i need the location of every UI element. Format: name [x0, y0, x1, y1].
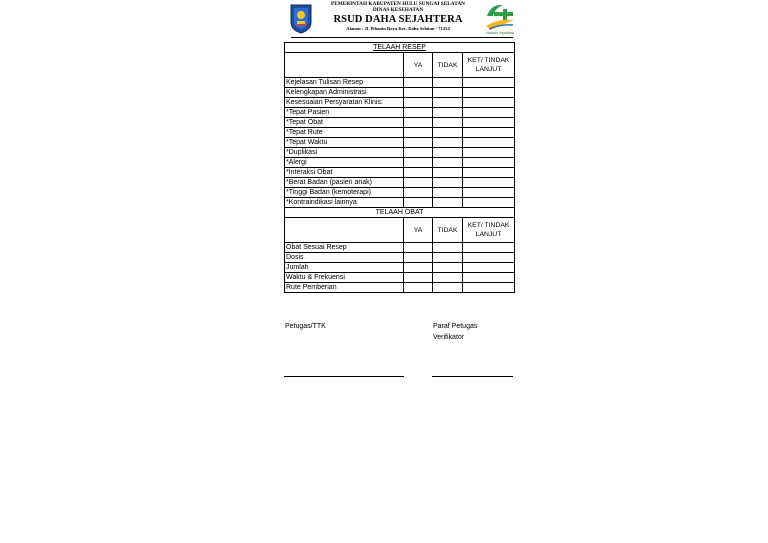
resep-row [285, 108, 515, 118]
item-label: Kelengkapan Administrasi [285, 88, 404, 98]
header-ket: KET/ TINDAK LANJUT [463, 218, 515, 243]
checkbox-ya-cell[interactable] [404, 158, 433, 168]
item-label: *Tepat Obat [285, 118, 404, 128]
resep-row [285, 128, 515, 138]
checkbox-tidak-cell[interactable] [433, 98, 463, 108]
resep-row [285, 188, 515, 198]
checkbox-tidak-cell[interactable] [433, 273, 463, 283]
resep-row [285, 178, 515, 188]
checkbox-ya-cell[interactable] [404, 78, 433, 88]
obat-row [285, 273, 515, 283]
checkbox-ya-cell[interactable] [404, 88, 433, 98]
checkbox-tidak-cell[interactable] [433, 158, 463, 168]
ket-cell[interactable] [463, 253, 515, 263]
ket-cell[interactable] [463, 168, 515, 178]
checkbox-tidak-cell[interactable] [433, 78, 463, 88]
verifier-signature-line [432, 376, 513, 377]
item-label: Kejelasan Tulisan Resep [285, 78, 404, 88]
verifier-label [433, 321, 477, 343]
resep-row [285, 78, 515, 88]
item-label: Dosis [285, 253, 404, 263]
ket-cell[interactable] [463, 188, 515, 198]
letterhead-divider [291, 37, 513, 38]
checkbox-ya-cell[interactable] [404, 98, 433, 108]
department-name: DINAS KESEHATAN [372, 7, 424, 13]
ket-cell[interactable] [463, 263, 515, 273]
ket-cell[interactable] [463, 138, 515, 148]
checkbox-tidak-cell[interactable] [433, 198, 463, 208]
logo-caption: Husada Sejahtera [485, 31, 515, 35]
checkbox-tidak-cell[interactable] [433, 138, 463, 148]
item-label: Kesesuaian Persyaratan Klinis: [285, 98, 404, 108]
checkbox-tidak-cell[interactable] [433, 148, 463, 158]
checkbox-tidak-cell[interactable] [433, 253, 463, 263]
hospital-address: Alamat : Jl. Pihanin Raya Kec. Daha Selatan - 71254 [346, 26, 450, 31]
review-form-table [284, 42, 515, 293]
ket-cell[interactable] [463, 148, 515, 158]
telaah-resep-title: TELAAH RESEP [373, 44, 426, 51]
checkbox-ya-cell[interactable] [404, 178, 433, 188]
checkbox-ya-cell[interactable] [404, 198, 433, 208]
checkbox-ya-cell[interactable] [404, 168, 433, 178]
obat-row [285, 263, 515, 273]
checkbox-ya-cell[interactable] [404, 273, 433, 283]
header-ya: YA [404, 53, 433, 78]
checkbox-tidak-cell[interactable] [433, 283, 463, 293]
item-label: Waktu & Frekuensi [285, 273, 404, 283]
ket-cell[interactable] [463, 273, 515, 283]
ket-cell[interactable] [463, 178, 515, 188]
regency-crest-icon [289, 2, 313, 34]
resep-row [285, 88, 515, 98]
checkbox-tidak-cell[interactable] [433, 263, 463, 273]
checkbox-tidak-cell[interactable] [433, 243, 463, 253]
verifier-label-line2: Verifikator [433, 334, 465, 341]
ket-cell[interactable] [463, 128, 515, 138]
checkbox-tidak-cell[interactable] [433, 128, 463, 138]
item-label: *Berat Badan (pasien anak) [285, 178, 404, 188]
obat-header-row [285, 218, 515, 243]
hospital-name: RSUD DAHA SEJAHTERA [333, 14, 463, 25]
officer-signature-line [284, 376, 404, 377]
telaah-obat-title: TELAAH OBAT [285, 208, 515, 218]
ket-cell[interactable] [463, 108, 515, 118]
checkbox-ya-cell[interactable] [404, 283, 433, 293]
obat-title-row [285, 208, 515, 218]
resep-row [285, 98, 515, 108]
checkbox-tidak-cell[interactable] [433, 178, 463, 188]
checkbox-ya-cell[interactable] [404, 188, 433, 198]
checkbox-tidak-cell[interactable] [433, 88, 463, 98]
government-name: PEMERINTAH KABUPATEN HULU SUNGAI SELATAN [330, 1, 465, 7]
ket-cell[interactable] [463, 198, 515, 208]
resep-row [285, 138, 515, 148]
ket-cell[interactable] [463, 158, 515, 168]
header-tidak: TIDAK [433, 218, 463, 243]
header-ket: KET/ TINDAK LANJUT [463, 53, 515, 78]
ket-cell[interactable] [463, 243, 515, 253]
checkbox-ya-cell[interactable] [404, 128, 433, 138]
ket-cell[interactable] [463, 88, 515, 98]
checkbox-tidak-cell[interactable] [433, 118, 463, 128]
item-label: *Kontraindikasi lainnya [285, 198, 404, 208]
checkbox-ya-cell[interactable] [404, 108, 433, 118]
item-label: *Interaksi Obat [285, 168, 404, 178]
header-ya: YA [404, 218, 433, 243]
resep-row [285, 158, 515, 168]
header-tidak: TIDAK [433, 53, 463, 78]
header-blank-cell [285, 53, 404, 78]
checkbox-tidak-cell[interactable] [433, 108, 463, 118]
item-label: *Tinggi Badan (kemoterapi) [285, 188, 404, 198]
item-label: *Tepat Pasien [285, 108, 404, 118]
letterhead [284, 0, 516, 40]
item-label: *Alergi [285, 158, 404, 168]
item-label: Jumlah [285, 263, 404, 273]
checkbox-tidak-cell[interactable] [433, 168, 463, 178]
ket-cell[interactable] [463, 283, 515, 293]
item-label: *Duplikasi [285, 148, 404, 158]
header-blank-cell [285, 218, 404, 243]
resep-title-row [285, 43, 515, 53]
item-label: Obat Sesuai Resep [285, 243, 404, 253]
ket-cell[interactable] [463, 118, 515, 128]
checkbox-tidak-cell[interactable] [433, 188, 463, 198]
resep-row [285, 148, 515, 158]
letterhead-text [318, 1, 478, 32]
obat-row [285, 253, 515, 263]
item-label: Rute Pemberian [285, 283, 404, 293]
item-label: *Tepat Rute [285, 128, 404, 138]
resep-row [285, 168, 515, 178]
checkbox-ya-cell[interactable] [404, 263, 433, 273]
resep-row [285, 118, 515, 128]
obat-row [285, 243, 515, 253]
officer-label: Petugas/TTK [285, 323, 326, 330]
checkbox-ya-cell[interactable] [404, 243, 433, 253]
checkbox-ya-cell[interactable] [404, 138, 433, 148]
ket-cell[interactable] [463, 78, 515, 88]
checkbox-ya-cell[interactable] [404, 148, 433, 158]
resep-row [285, 198, 515, 208]
ket-cell[interactable] [463, 98, 515, 108]
verifier-label-line1: Paraf Petugas [433, 323, 478, 330]
checkbox-ya-cell[interactable] [404, 253, 433, 263]
checkbox-ya-cell[interactable] [404, 118, 433, 128]
resep-header-row [285, 53, 515, 78]
obat-row [285, 283, 515, 293]
item-label: *Tepat Waktu [285, 138, 404, 148]
